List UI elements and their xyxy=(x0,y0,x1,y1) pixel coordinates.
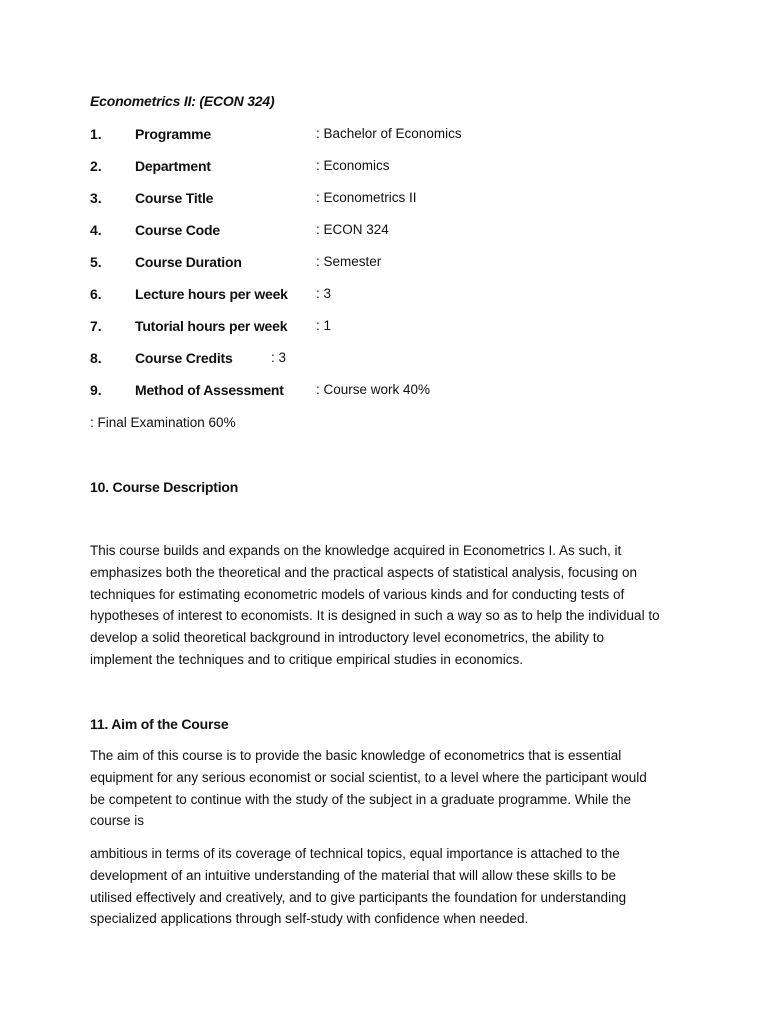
item-value: : Economics xyxy=(316,158,390,173)
item-label: Tutorial hours per week xyxy=(135,318,288,334)
course-description-paragraph xyxy=(90,540,690,671)
item-number: 9. xyxy=(90,382,102,398)
item-label: Course Credits xyxy=(135,350,233,366)
assessment-final-exam: : Final Examination 60% xyxy=(90,415,236,430)
item-label: Lecture hours per week xyxy=(135,286,288,302)
item-value: : Semester xyxy=(316,254,382,269)
paragraph-line: development of an intuitive understanding of the material that will allow these skills to be xyxy=(90,867,617,883)
aim-paragraph-2 xyxy=(90,843,690,930)
item-value: : 3 xyxy=(316,286,332,301)
item-value: : ECON 324 xyxy=(316,222,389,237)
item-label: Course Duration xyxy=(135,254,242,270)
item-number: 1. xyxy=(90,126,102,142)
paragraph-line: utilised effectively and creatively, and to give participants the foundation for understanding xyxy=(90,889,627,905)
item-value: : Econometrics II xyxy=(316,190,417,205)
paragraph-line: emphasizes both the theoretical and the practical aspects of statistical analysis, focusing on xyxy=(90,564,638,580)
item-value: : Bachelor of Economics xyxy=(316,126,462,141)
paragraph-line: hypotheses of interest to economists. It is designed in such a way so as to help the individual to xyxy=(90,608,660,624)
item-number: 8. xyxy=(90,350,102,366)
item-value: : 3 xyxy=(271,350,287,365)
paragraph-line: equipment for any serious economist or social scientist, to a level where the participant would xyxy=(90,769,647,785)
paragraph-line: be competent to continue with the study of the subject in a graduate programme. While the xyxy=(90,791,632,807)
item-number: 4. xyxy=(90,222,102,238)
item-value: : Course work 40% xyxy=(316,382,431,397)
item-number: 7. xyxy=(90,318,102,334)
paragraph-line: The aim of this course is to provide the basic knowledge of econometrics that is essential xyxy=(90,748,622,763)
section-heading-course-description: 10. Course Description xyxy=(90,479,239,495)
item-label: Course Title xyxy=(135,190,214,206)
paragraph-line: techniques for estimating econometric models of various kinds and for conducting tests of xyxy=(90,586,625,602)
item-number: 3. xyxy=(90,190,102,206)
item-number: 6. xyxy=(90,286,102,302)
item-label: Department xyxy=(135,158,211,174)
paragraph-line: specialized applications through self-study with confidence when needed. xyxy=(90,911,529,927)
item-number: 5. xyxy=(90,254,102,270)
paragraph-line: develop a solid theoretical background in introductory level econometrics, the ability to xyxy=(90,630,605,646)
paragraph-line: course is xyxy=(90,813,145,829)
item-value: : 1 xyxy=(316,318,332,333)
aim-paragraph-1 xyxy=(90,745,690,832)
paragraph-line: implement the techniques and to critique empirical studies in economics. xyxy=(90,651,523,667)
section-heading-aim: 11. Aim of the Course xyxy=(90,716,229,732)
item-number: 2. xyxy=(90,158,102,174)
paragraph-line: ambitious in terms of its coverage of technical topics, equal importance is attached to the xyxy=(90,846,620,861)
item-label: Method of Assessment xyxy=(135,382,284,398)
item-label: Course Code xyxy=(135,222,220,238)
item-label: Programme xyxy=(135,126,212,142)
paragraph-line: This course builds and expands on the knowledge acquired in Econometrics I. As such, it xyxy=(90,543,622,558)
document-title: Econometrics II: (ECON 324) xyxy=(90,93,275,109)
